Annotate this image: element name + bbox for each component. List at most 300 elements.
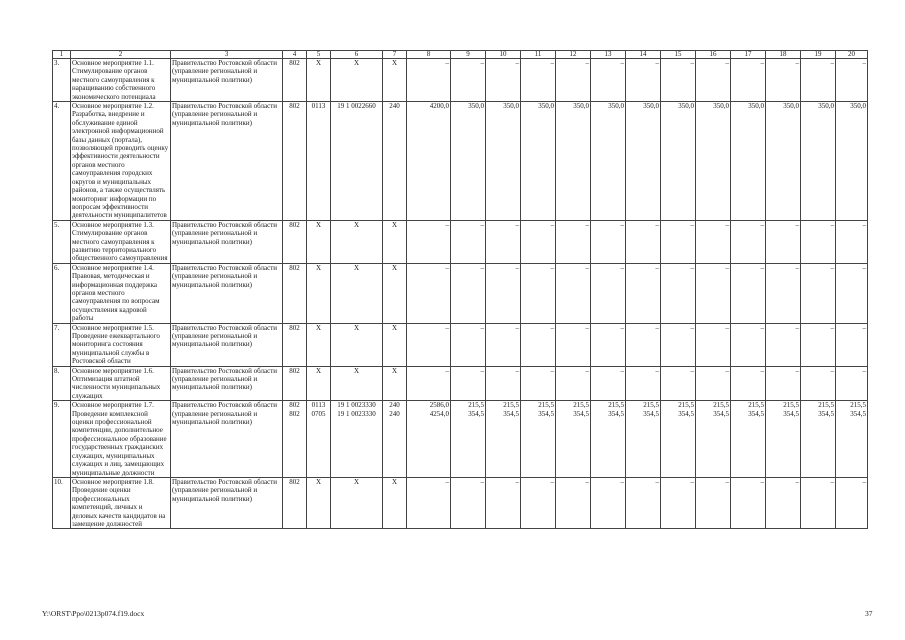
table-row — [53, 323, 868, 366]
cell-value: – — [830, 477, 834, 486]
cell-value: 354,5 — [748, 409, 764, 418]
value-cell — [626, 220, 661, 263]
column-number: 5 — [307, 51, 331, 59]
value-cell — [801, 102, 836, 221]
column-number: 7 — [383, 51, 407, 59]
value-cell — [521, 477, 556, 528]
cell-value: – — [830, 366, 834, 375]
cell-value: – — [480, 59, 484, 67]
cell-value: 354,5 — [573, 409, 589, 418]
table-row — [53, 102, 868, 221]
row-number: 9. — [53, 401, 71, 478]
value-cell — [486, 401, 521, 478]
value-cell — [331, 59, 383, 102]
responsible-executor: Правительство Ростовской области (управление региональной и муниципальной политики) — [171, 220, 283, 263]
cell-value: – — [725, 477, 729, 486]
table-row — [53, 401, 868, 478]
value-cell — [661, 477, 696, 528]
column-number: 4 — [283, 51, 307, 59]
cell-value: 215,5 — [783, 401, 799, 410]
value-cell — [556, 220, 591, 263]
cell-value: X — [391, 477, 398, 486]
cell-value: – — [655, 220, 659, 229]
value-cell — [836, 59, 868, 102]
cell-value: X — [353, 323, 360, 332]
cell-value: – — [585, 366, 589, 375]
activity-name: Основное мероприятие 1.6. Оптимизация штатной численности муниципальных служащих — [71, 366, 171, 401]
cell-value: X — [391, 366, 398, 375]
cell-value: 350,0 — [608, 102, 624, 111]
value-cell — [521, 59, 556, 102]
value-cell — [486, 263, 521, 323]
value-cell — [766, 477, 801, 528]
cell-value: – — [480, 220, 484, 229]
value-cell — [626, 263, 661, 323]
cell-value: – — [725, 263, 729, 272]
column-number: 2 — [71, 51, 171, 59]
cell-value: 350,0 — [850, 102, 866, 111]
value-cell — [383, 263, 407, 323]
cell-value: – — [445, 366, 449, 375]
value-cell — [556, 401, 591, 478]
value-cell — [836, 401, 868, 478]
value-cell — [556, 477, 591, 528]
value-cell — [521, 401, 556, 478]
cell-value: – — [760, 477, 764, 486]
cell-value: – — [480, 323, 484, 332]
cell-value: 240 — [389, 401, 400, 410]
cell-value: – — [445, 477, 449, 486]
cell-value: 354,5 — [503, 409, 519, 418]
value-cell — [696, 263, 731, 323]
cell-value: X — [315, 366, 322, 375]
cell-value: – — [655, 323, 659, 332]
value-cell — [283, 263, 307, 323]
cell-value: – — [585, 323, 589, 332]
cell-value: X — [391, 220, 398, 229]
value-cell — [307, 102, 331, 221]
value-cell — [283, 401, 307, 478]
value-cell — [766, 401, 801, 478]
cell-value: – — [585, 220, 589, 229]
value-cell — [407, 220, 451, 263]
cell-value: – — [760, 366, 764, 375]
value-cell — [731, 323, 766, 366]
value-cell — [591, 102, 626, 221]
cell-value: 215,5 — [678, 401, 694, 410]
column-number: 8 — [407, 51, 451, 59]
cell-value: 802 — [289, 220, 300, 229]
cell-value: 350,0 — [783, 102, 799, 111]
value-cell — [331, 263, 383, 323]
value-cell — [696, 477, 731, 528]
cell-value: X — [315, 220, 322, 229]
cell-value: 215,5 — [573, 401, 589, 410]
activity-name: Основное мероприятие 1.3. Стимулирование органов местного самоуправления к развитию территориального общественного самоуправления — [71, 220, 171, 263]
value-cell — [451, 102, 486, 221]
value-cell — [407, 401, 451, 478]
cell-value: 240 — [389, 102, 400, 111]
cell-value: 19 1 0022660 — [337, 102, 376, 111]
value-cell — [661, 59, 696, 102]
value-cell — [451, 59, 486, 102]
cell-value: 802 — [289, 59, 300, 67]
column-number: 10 — [486, 51, 521, 59]
footer-page-number: 37 — [865, 609, 873, 618]
value-cell — [307, 220, 331, 263]
table-row — [53, 366, 868, 401]
cell-value: 354,5 — [818, 409, 834, 418]
cell-value: 350,0 — [643, 102, 659, 111]
value-cell — [383, 401, 407, 478]
value-cell — [486, 220, 521, 263]
value-cell — [486, 477, 521, 528]
responsible-executor: Правительство Ростовской области (управление региональной и муниципальной политики) — [171, 102, 283, 221]
responsible-executor: Правительство Ростовской области (управление региональной и муниципальной политики) — [171, 323, 283, 366]
value-cell — [383, 323, 407, 366]
cell-value: 350,0 — [678, 102, 694, 111]
cell-value: 802 — [289, 323, 300, 332]
responsible-executor: Правительство Ростовской области (управление региональной и муниципальной политики) — [171, 477, 283, 528]
value-cell — [591, 366, 626, 401]
cell-value: – — [830, 323, 834, 332]
cell-value: – — [515, 477, 519, 486]
value-cell — [696, 401, 731, 478]
cell-value: 802 — [289, 409, 300, 418]
cell-value: – — [585, 263, 589, 272]
cell-value: X — [315, 323, 322, 332]
value-cell — [451, 477, 486, 528]
cell-value: – — [620, 366, 624, 375]
value-cell — [451, 366, 486, 401]
value-cell — [836, 477, 868, 528]
value-cell — [307, 263, 331, 323]
activity-name: Основное мероприятие 1.7. Проведение комплексной оценки профессиональной компетенции, дополнительное профессиональное образование государственных гражданских служащих, муниципальных служащих и лиц, замещающих муниципальные должности — [71, 401, 171, 478]
cell-value: – — [795, 59, 799, 67]
column-number: 15 — [661, 51, 696, 59]
value-cell — [451, 401, 486, 478]
responsible-executor: Правительство Ростовской области (управление региональной и муниципальной политики) — [171, 366, 283, 401]
value-cell — [731, 366, 766, 401]
value-cell — [836, 366, 868, 401]
value-cell — [331, 366, 383, 401]
cell-value: X — [391, 59, 398, 67]
value-cell — [556, 323, 591, 366]
cell-value: X — [353, 59, 360, 67]
table-row — [53, 263, 868, 323]
cell-value: 0705 — [311, 409, 326, 418]
value-cell — [766, 59, 801, 102]
value-cell — [801, 263, 836, 323]
value-cell — [801, 401, 836, 478]
value-cell — [556, 59, 591, 102]
activity-name: Основное мероприятие 1.1. Стимулирование органов местного самоуправления к наращиванию собственного экономического потенциала — [71, 59, 171, 102]
cell-value: – — [690, 263, 694, 272]
value-cell — [331, 102, 383, 221]
cell-value: – — [515, 220, 519, 229]
value-cell — [766, 102, 801, 221]
value-cell — [407, 477, 451, 528]
value-cell — [836, 220, 868, 263]
value-cell — [661, 102, 696, 221]
cell-value: 215,5 — [850, 401, 866, 410]
cell-value: 19 1 0023330 — [337, 409, 376, 418]
value-cell — [766, 323, 801, 366]
cell-value: 802 — [289, 401, 300, 410]
value-cell — [731, 59, 766, 102]
cell-value: X — [315, 263, 322, 272]
value-cell — [407, 263, 451, 323]
cell-value: – — [862, 366, 866, 375]
cell-value: – — [830, 59, 834, 67]
cell-value: – — [480, 263, 484, 272]
value-cell — [696, 102, 731, 221]
value-cell — [521, 220, 556, 263]
responsible-executor: Правительство Ростовской области (управление региональной и муниципальной политики) — [171, 59, 283, 102]
value-cell — [307, 401, 331, 478]
value-cell — [407, 102, 451, 221]
value-cell — [283, 477, 307, 528]
cell-value: X — [315, 59, 322, 67]
value-cell — [836, 263, 868, 323]
value-cell — [661, 366, 696, 401]
cell-value: 0113 — [311, 401, 326, 410]
cell-value: 4254,0 — [429, 409, 449, 418]
cell-value: 215,5 — [713, 401, 729, 410]
cell-value: – — [445, 59, 449, 67]
value-cell — [521, 366, 556, 401]
cell-value: 354,5 — [713, 409, 729, 418]
cell-value: – — [515, 263, 519, 272]
cell-value: – — [445, 263, 449, 272]
value-cell — [307, 59, 331, 102]
cell-value: – — [690, 59, 694, 67]
cell-value: 215,5 — [538, 401, 554, 410]
value-cell — [801, 477, 836, 528]
value-cell — [731, 220, 766, 263]
cell-value: – — [760, 263, 764, 272]
table-row — [53, 220, 868, 263]
cell-value: 354,5 — [538, 409, 554, 418]
row-number: 6. — [53, 263, 71, 323]
cell-value: – — [725, 323, 729, 332]
column-number: 14 — [626, 51, 661, 59]
cell-value: 215,5 — [503, 401, 519, 410]
value-cell — [486, 366, 521, 401]
column-number: 17 — [731, 51, 766, 59]
cell-value: 354,5 — [608, 409, 624, 418]
value-cell — [591, 263, 626, 323]
cell-value: 0113 — [311, 102, 326, 111]
activity-name: Основное мероприятие 1.5. Проведение ежеквартального мониторинга состояния муниципальной службы в Ростовской области — [71, 323, 171, 366]
value-cell — [626, 366, 661, 401]
value-cell — [766, 263, 801, 323]
column-number: 16 — [696, 51, 731, 59]
value-cell — [451, 263, 486, 323]
cell-value: 354,5 — [850, 409, 866, 418]
cell-value: – — [760, 323, 764, 332]
cell-value: – — [690, 323, 694, 332]
value-cell — [486, 102, 521, 221]
row-number: 10. — [53, 477, 71, 528]
cell-value: – — [655, 59, 659, 67]
row-number: 4. — [53, 102, 71, 221]
value-cell — [283, 59, 307, 102]
value-cell — [486, 323, 521, 366]
cell-value: 215,5 — [818, 401, 834, 410]
responsible-executor: Правительство Ростовской области (управление региональной и муниципальной политики) — [171, 401, 283, 478]
value-cell — [331, 401, 383, 478]
column-number: 11 — [521, 51, 556, 59]
column-number: 9 — [451, 51, 486, 59]
value-cell — [331, 220, 383, 263]
value-cell — [836, 102, 868, 221]
value-cell — [801, 220, 836, 263]
cell-value: – — [795, 263, 799, 272]
cell-value: X — [391, 323, 398, 332]
cell-value: – — [550, 59, 554, 67]
column-number-row — [53, 51, 868, 59]
value-cell — [407, 323, 451, 366]
value-cell — [383, 477, 407, 528]
value-cell — [661, 263, 696, 323]
value-cell — [731, 401, 766, 478]
cell-value: – — [725, 366, 729, 375]
cell-value: – — [550, 220, 554, 229]
row-number: 5. — [53, 220, 71, 263]
cell-value: 2586,0 — [429, 401, 449, 410]
value-cell — [283, 102, 307, 221]
value-cell — [591, 323, 626, 366]
cell-value: – — [445, 220, 449, 229]
value-cell — [766, 366, 801, 401]
value-cell — [591, 401, 626, 478]
cell-value: X — [353, 366, 360, 375]
cell-value: 354,5 — [678, 409, 694, 418]
column-number: 1 — [53, 51, 71, 59]
cell-value: – — [620, 477, 624, 486]
column-number: 13 — [591, 51, 626, 59]
value-cell — [696, 220, 731, 263]
cell-value: – — [550, 366, 554, 375]
footer-file-path: Y:\ORST\Ppo\0213p074.f19.docx — [42, 609, 145, 618]
cell-value: – — [550, 323, 554, 332]
row-number: 7. — [53, 323, 71, 366]
cell-value: – — [862, 323, 866, 332]
row-number: 3. — [53, 59, 71, 102]
cell-value: 354,5 — [468, 409, 484, 418]
cell-value: 215,5 — [468, 401, 484, 410]
value-cell — [731, 102, 766, 221]
cell-value: – — [690, 366, 694, 375]
cell-value: 350,0 — [538, 102, 554, 111]
cell-value: 215,5 — [748, 401, 764, 410]
cell-value: – — [655, 477, 659, 486]
cell-value: – — [655, 263, 659, 272]
budget-table — [52, 50, 868, 529]
value-cell — [283, 220, 307, 263]
value-cell — [591, 59, 626, 102]
value-cell — [556, 263, 591, 323]
cell-value: – — [725, 59, 729, 67]
cell-value: – — [480, 366, 484, 375]
cell-value: 350,0 — [503, 102, 519, 111]
column-number: 6 — [331, 51, 383, 59]
table-row — [53, 59, 868, 102]
cell-value: – — [725, 220, 729, 229]
value-cell — [591, 220, 626, 263]
value-cell — [407, 366, 451, 401]
value-cell — [836, 323, 868, 366]
cell-value: – — [862, 220, 866, 229]
value-cell — [383, 220, 407, 263]
table-row — [53, 477, 868, 528]
cell-value: – — [620, 323, 624, 332]
value-cell — [451, 220, 486, 263]
cell-value: – — [795, 220, 799, 229]
value-cell — [407, 59, 451, 102]
value-cell — [521, 263, 556, 323]
value-cell — [626, 59, 661, 102]
cell-value: – — [760, 59, 764, 67]
value-cell — [383, 366, 407, 401]
cell-value: 350,0 — [573, 102, 589, 111]
value-cell — [801, 59, 836, 102]
value-cell — [486, 59, 521, 102]
value-cell — [383, 59, 407, 102]
value-cell — [591, 477, 626, 528]
cell-value: – — [795, 366, 799, 375]
value-cell — [521, 102, 556, 221]
cell-value: 350,0 — [468, 102, 484, 111]
value-cell — [307, 477, 331, 528]
row-number: 8. — [53, 366, 71, 401]
cell-value: – — [550, 263, 554, 272]
cell-value: – — [515, 366, 519, 375]
cell-value: X — [315, 477, 322, 486]
value-cell — [556, 366, 591, 401]
value-cell — [661, 220, 696, 263]
cell-value: – — [515, 323, 519, 332]
value-cell — [626, 102, 661, 221]
cell-value: – — [862, 477, 866, 486]
value-cell — [696, 323, 731, 366]
cell-value: – — [655, 366, 659, 375]
value-cell — [556, 102, 591, 221]
cell-value: X — [353, 477, 360, 486]
cell-value: 354,5 — [643, 409, 659, 418]
value-cell — [661, 323, 696, 366]
value-cell — [696, 59, 731, 102]
cell-value: – — [830, 220, 834, 229]
value-cell — [626, 477, 661, 528]
cell-value: – — [760, 220, 764, 229]
cell-value: 19 1 0023330 — [337, 401, 376, 410]
cell-value: 802 — [289, 263, 300, 272]
value-cell — [801, 366, 836, 401]
value-cell — [521, 323, 556, 366]
value-cell — [626, 401, 661, 478]
cell-value: – — [862, 59, 866, 67]
value-cell — [801, 323, 836, 366]
cell-value: 215,5 — [608, 401, 624, 410]
cell-value: – — [830, 263, 834, 272]
cell-value: – — [690, 477, 694, 486]
value-cell — [766, 220, 801, 263]
value-cell — [331, 477, 383, 528]
value-cell — [451, 323, 486, 366]
column-number: 12 — [556, 51, 591, 59]
